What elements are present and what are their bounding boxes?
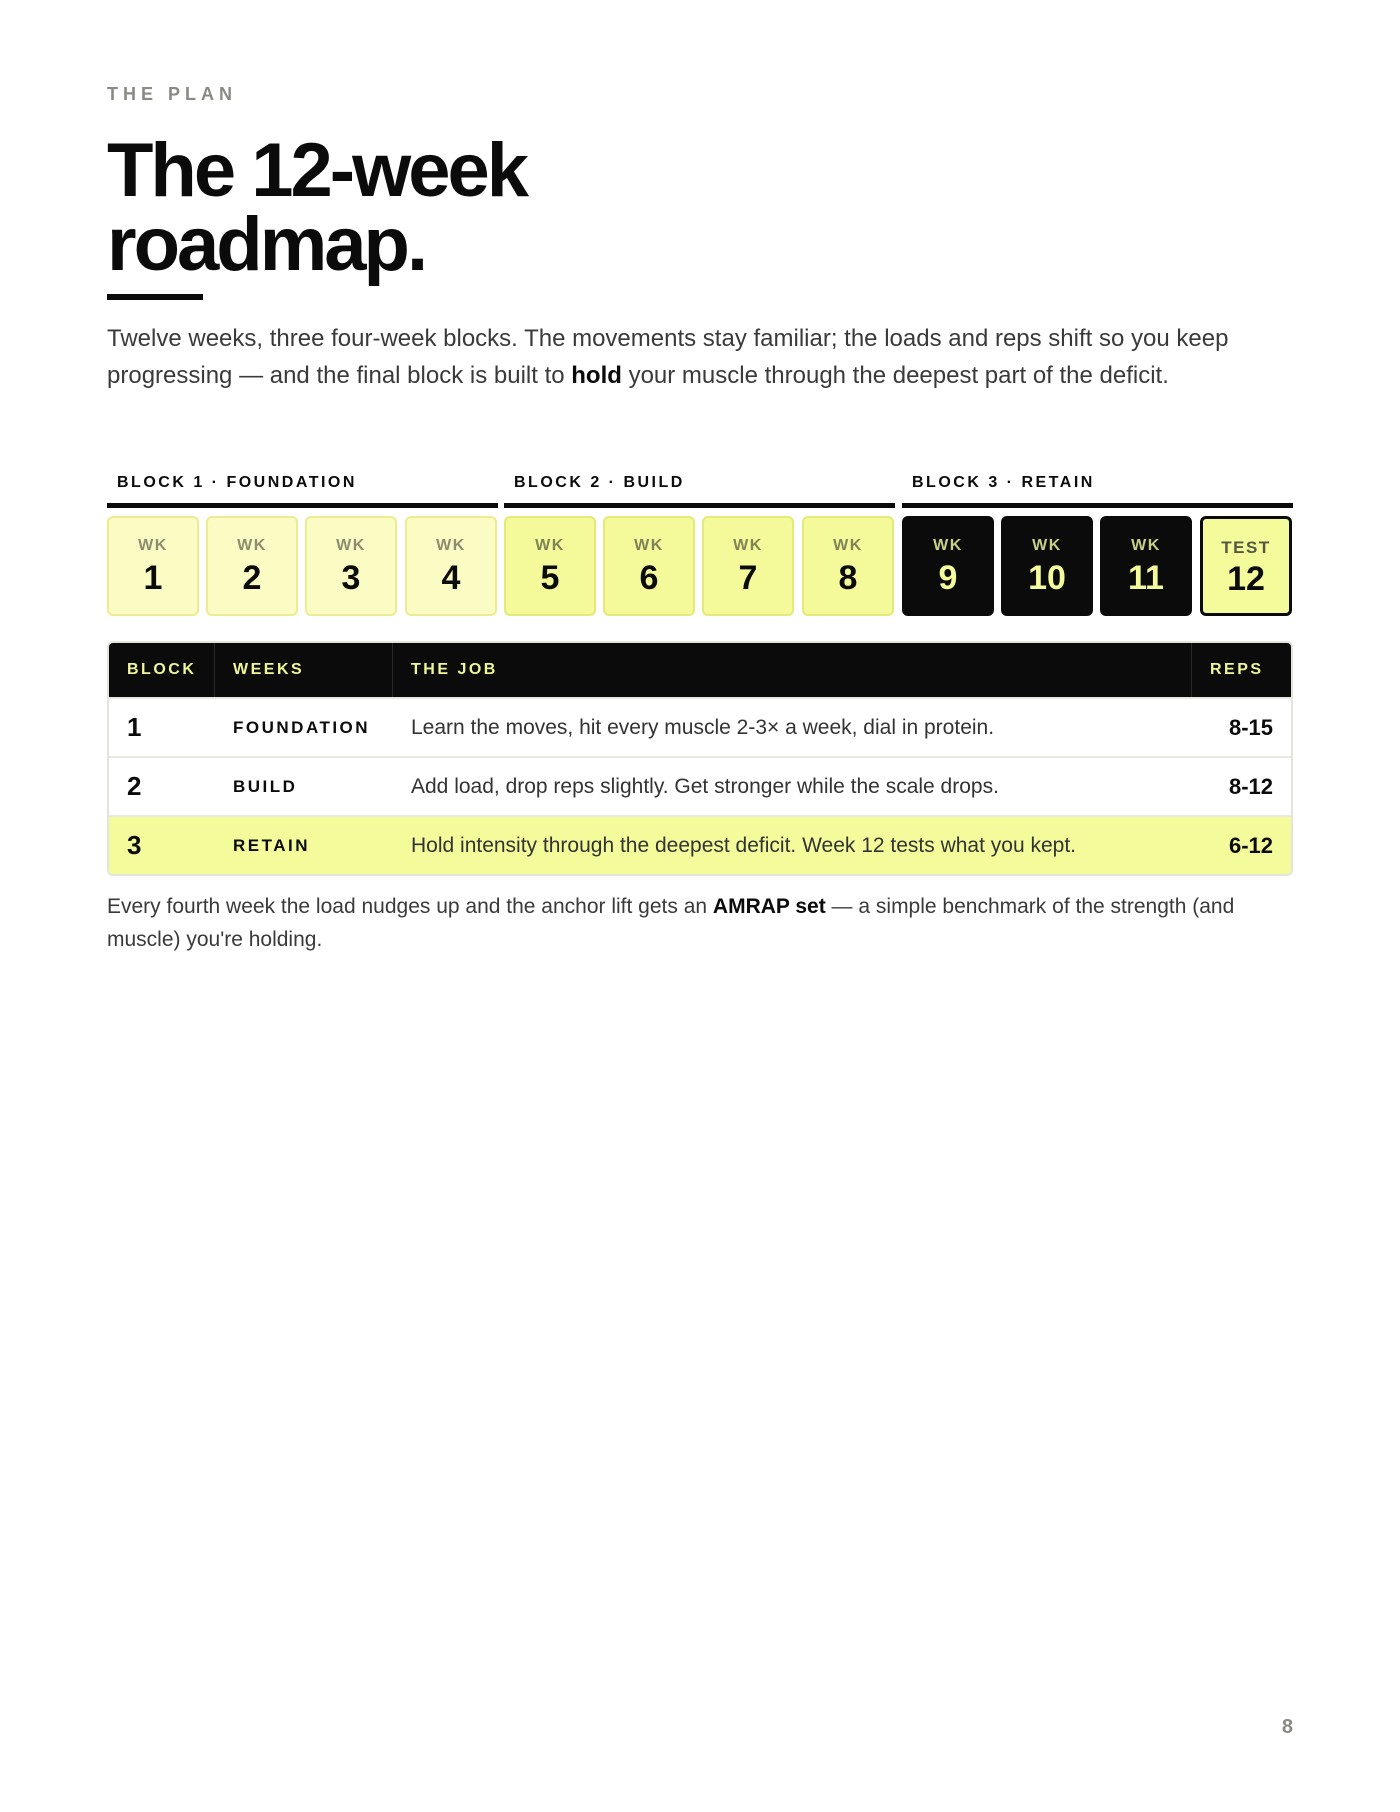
cell-weeks: BUILD [233, 777, 298, 796]
week-tile-number: 4 [441, 559, 461, 597]
block-summary-table [107, 641, 1293, 876]
title-line-2: roadmap. [107, 202, 426, 287]
header-block: BLOCK [109, 643, 215, 697]
cell-reps: 8-15 [1228, 715, 1273, 740]
cell-block: 1 [127, 712, 142, 742]
week-tile-10 [1001, 516, 1093, 616]
cell-job: Learn the moves, hit every muscle 2-3× a week, dial in protein. [411, 716, 995, 739]
week-tile-number: 5 [540, 559, 560, 597]
week-tile-number: 11 [1128, 559, 1164, 597]
week-tile-3 [305, 516, 397, 616]
title-underline [107, 294, 203, 300]
week-tile-label: WK [733, 537, 763, 554]
week-tile-number: 10 [1028, 559, 1066, 597]
table-row-highlighted [109, 815, 1291, 874]
block-header-label: BLOCK 2 · BUILD [514, 474, 685, 491]
week-tile-label: WK [336, 537, 366, 554]
page-title [107, 128, 526, 287]
section-eyebrow: THE PLAN [107, 84, 237, 104]
note-text-start: Every fourth week the load nudges up and the anchor lift gets an [107, 895, 713, 918]
note-bold-term: AMRAP set [712, 895, 826, 918]
cell-weeks: RETAIN [233, 836, 311, 855]
page-number: 8 [1281, 1716, 1293, 1738]
table-header [109, 643, 1291, 697]
cell-weeks: FOUNDATION [233, 718, 371, 737]
header-reps: REPS [1191, 643, 1293, 697]
intro-text-start: Twelve weeks, three four-week blocks. The movements stay familiar; the loads and reps shift so you keep progressing — and the final block is built to [107, 325, 1229, 389]
intro-bold-word: hold [571, 362, 622, 389]
cell-job: Add load, drop reps slightly. Get stronger while the scale drops. [411, 775, 999, 798]
week-tile-number: 12 [1227, 560, 1265, 598]
week-tile-label: WK [634, 537, 664, 554]
footnote-paragraph [107, 890, 1293, 956]
week-tile-label: WK [933, 537, 963, 554]
week-tile-label: WK [237, 537, 267, 554]
week-tile-11 [1100, 516, 1192, 616]
cell-reps: 6-12 [1228, 833, 1273, 858]
week-tile-number: 1 [143, 559, 163, 597]
week-tile-7 [702, 516, 794, 616]
block-header-3 [902, 470, 1293, 508]
week-tile-number: 7 [738, 559, 758, 597]
block-header-1 [107, 470, 498, 508]
week-tile-8 [802, 516, 894, 616]
header-weeks: WEEKS [215, 643, 393, 697]
week-tile-label: WK [138, 537, 168, 554]
cell-block: 3 [127, 830, 142, 860]
week-tile-number: 9 [938, 559, 958, 597]
block-header-2 [504, 470, 895, 508]
week-tile-6 [603, 516, 695, 616]
table-row [109, 756, 1291, 815]
week-tile-1 [107, 516, 199, 616]
header-the-job: THE JOB [411, 661, 498, 678]
week-tile-number: 2 [242, 559, 262, 597]
table-row [109, 697, 1291, 756]
week-tile-label: TEST [1221, 538, 1271, 557]
title-line-1: The 12-week [107, 128, 526, 213]
week-tile-label: WK [1131, 537, 1161, 554]
intro-text-end: your muscle through the deepest part of the deficit. [621, 362, 1169, 389]
week-tile-number: 3 [341, 559, 361, 597]
block-headers [107, 470, 1293, 510]
cell-reps: 8-12 [1228, 774, 1273, 799]
cell-job: Hold intensity through the deepest deficit. Week 12 tests what you kept. [411, 834, 1076, 857]
week-tile-12-test [1200, 516, 1292, 616]
week-timeline [107, 516, 1293, 616]
block-header-label: BLOCK 3 · RETAIN [912, 474, 1095, 491]
week-tile-number: 6 [639, 559, 659, 597]
week-tile-9 [902, 516, 994, 616]
week-tile-label: WK [535, 537, 565, 554]
intro-paragraph [107, 320, 1247, 394]
week-tile-label: WK [833, 537, 863, 554]
block-header-label: BLOCK 1 · FOUNDATION [117, 474, 357, 491]
week-tile-number: 8 [838, 559, 858, 597]
note-text-end: — a simple benchmark of the strength (and muscle) you're holding. [107, 895, 1235, 951]
week-tile-label: WK [1032, 537, 1062, 554]
week-tile-2 [206, 516, 298, 616]
week-tile-5 [504, 516, 596, 616]
cell-block: 2 [127, 771, 142, 801]
week-tile-label: WK [436, 537, 466, 554]
week-tile-4 [405, 516, 497, 616]
